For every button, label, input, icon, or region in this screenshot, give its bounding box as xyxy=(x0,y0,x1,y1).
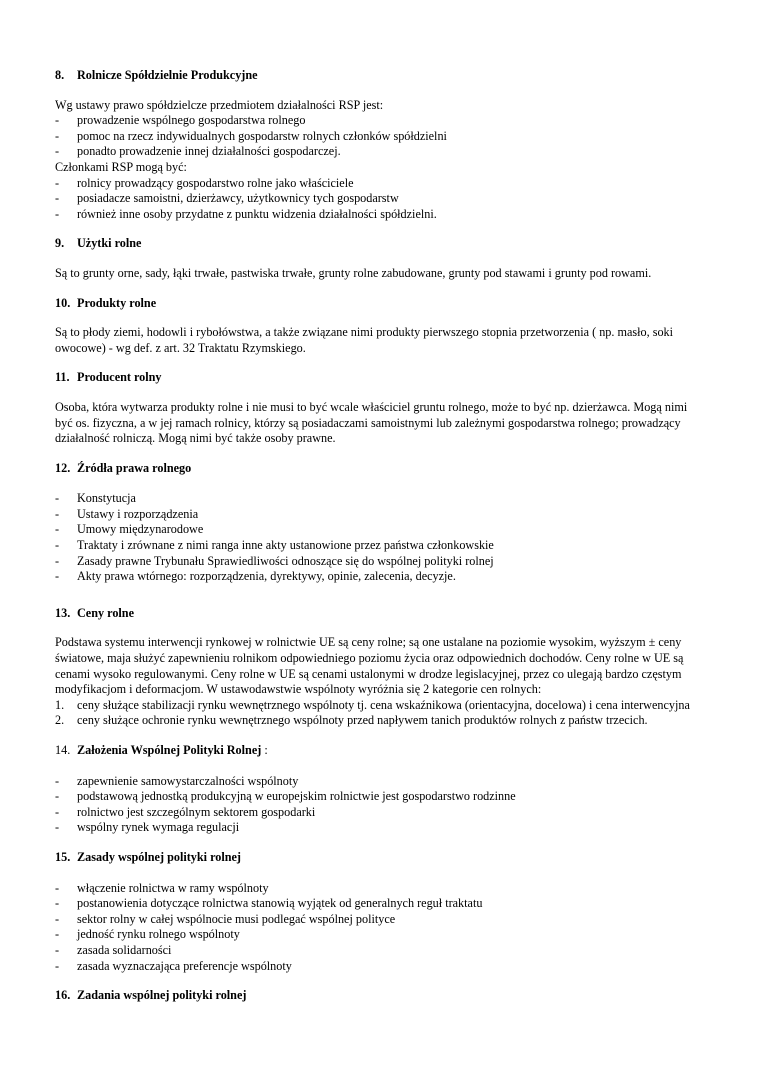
list-item xyxy=(55,507,700,523)
list-item-text: jedność rynku rolnego wspólnoty xyxy=(77,927,240,942)
list-item xyxy=(55,569,700,585)
paragraph: Osoba, która wytwarza produkty rolne i nie musi to być wcale właściciel gruntu rolnego, może to być np. dzierżawca. Mogą nimi być os. fizyczna, a w jej ramach rolnicy, którzy są posiadaczami samoistnymi lub zależnymi gospodarstwa rolnego; prowadzący działalność rolniczą. Mogą nimi być także osoby prawne. xyxy=(55,399,688,446)
paragraph: Podstawa systemu interwencji rynkowej w rolnictwie UE są ceny rolne; są one ustalane na poziomie wysokim, wyższym ± ceny światowe, maja służyć zapewnieniu rolnikom odpowiedniego poziomu życia oraz odpowiednich dochodów. Ceny rolne w UE są cenami wysoko regulowanymi. Ceny rolne w UE są cenami ustalonymi w drodze legislacyjnej, przez co ulegają bardzo częstym modyfikacjom i deformacjom. W ustawodawstwie wspólnoty wyróżnia się 2 kategorie cen rolnych: xyxy=(55,635,684,697)
section-14 xyxy=(55,743,700,836)
section-number: 15. xyxy=(55,849,71,864)
list-item xyxy=(55,959,700,975)
section-title: Źródła prawa rolnego xyxy=(77,460,192,475)
list-item xyxy=(55,713,700,729)
list-item-text: zasada wyznaczająca preferencje wspólnoty xyxy=(77,958,292,973)
bullet-marker: - xyxy=(55,144,60,159)
section-title: Zasady wspólnej polityki rolnej xyxy=(77,849,241,864)
list-item xyxy=(55,789,700,805)
list-item-text: zapewnienie samowystarczalności wspólnoty xyxy=(77,773,299,788)
bullet-marker: - xyxy=(55,175,60,190)
list-item-text: prowadzenie wspólnego gospodarstwa rolnego xyxy=(77,113,306,128)
bullet-marker: - xyxy=(55,789,60,804)
list-item-text: włączenie rolnictwa w ramy wspólnoty xyxy=(77,880,269,895)
list-item-text: posiadacze samoistni, dzierżawcy, użytkownicy tych gospodarstw xyxy=(77,191,399,206)
document-body xyxy=(55,68,700,1004)
list-item-text: rolnictwo jest szczególnym sektorem gospodarki xyxy=(77,804,316,819)
list-item xyxy=(55,774,700,790)
section-title: Producent rolny xyxy=(77,370,162,385)
bullet-marker: - xyxy=(55,191,60,206)
paragraph: Są to płody ziemi, hodowli i rybołówstwa, a także związane nimi produkty pierwszego stopnia przetworzenia ( np. masło, soki owocowe) - wg def. z art. 32 Traktatu Rzymskiego. xyxy=(55,325,674,355)
list-item-text: Akty prawa wtórnego: rozporządzenia, dyrektywy, opinie, zalecenia, decyzje. xyxy=(77,569,456,584)
section-heading xyxy=(55,606,700,622)
bullet-marker: - xyxy=(55,522,60,537)
section-title: Produkty rolne xyxy=(77,295,157,310)
bullet-marker: - xyxy=(55,569,60,584)
section-8 xyxy=(55,68,700,222)
section-11 xyxy=(55,370,700,446)
bullet-list xyxy=(55,881,700,975)
list-item xyxy=(55,554,700,570)
list-item xyxy=(55,927,700,943)
bullet-marker: - xyxy=(55,911,60,926)
list-item-text: podstawową jednostką produkcyjną w europejskim rolnictwie jest gospodarstwo rodzinne xyxy=(77,789,516,804)
list-item-text: Zasady prawne Trybunału Sprawiedliwości odnoszące się do wspólnej polityki rolnej xyxy=(77,553,494,568)
list-item-text: Traktaty i zrównane z nimi ranga inne akty ustanowione przez państwa członkowskie xyxy=(77,538,494,553)
bullet-marker: - xyxy=(55,538,60,553)
section-heading xyxy=(55,236,700,252)
list-item-text: postanowienia dotyczące rolnictwa stanowią wyjątek od generalnych reguł traktatu xyxy=(77,896,483,911)
paragraph: Członkami RSP mogą być: xyxy=(55,159,187,174)
bullet-marker: - xyxy=(55,804,60,819)
bullet-list xyxy=(55,491,700,585)
list-number: 2. xyxy=(55,713,65,728)
list-item xyxy=(55,698,700,714)
list-item-text: Konstytucja xyxy=(77,491,136,506)
section-heading xyxy=(55,988,700,1004)
section-title: Założenia Wspólnej Polityki Rolnej xyxy=(77,743,262,757)
section-title-suffix: : xyxy=(261,743,268,757)
bullet-marker: - xyxy=(55,206,60,221)
bullet-marker: - xyxy=(55,773,60,788)
bullet-marker: - xyxy=(55,942,60,957)
bullet-marker: - xyxy=(55,958,60,973)
list-number: 1. xyxy=(55,697,65,712)
bullet-list xyxy=(55,176,700,223)
section-heading xyxy=(55,461,700,477)
list-item-text: rolnicy prowadzący gospodarstwo rolne jako właściciele xyxy=(77,175,354,190)
section-number: 13. xyxy=(55,605,71,620)
bullet-marker: - xyxy=(55,506,60,521)
section-12 xyxy=(55,461,700,585)
section-heading xyxy=(55,68,700,84)
paragraph: Wg ustawy prawo spółdzielcze przedmiotem działalności RSP jest: xyxy=(55,97,384,112)
section-heading xyxy=(55,850,700,866)
section-number: 14. xyxy=(55,743,71,757)
section-title: Ceny rolne xyxy=(77,605,134,620)
list-item-text: sektor rolny w całej wspólnocie musi podlegać wspólnej polityce xyxy=(77,911,396,926)
section-title: Zadania wspólnej polityki rolnej xyxy=(77,988,247,1003)
list-item-text: wspólny rynek wymaga regulacji xyxy=(77,820,240,835)
list-item xyxy=(55,207,700,223)
section-15 xyxy=(55,850,700,974)
bullet-marker: - xyxy=(55,113,60,128)
bullet-marker: - xyxy=(55,820,60,835)
section-heading xyxy=(55,743,700,759)
list-item xyxy=(55,191,700,207)
list-item xyxy=(55,805,700,821)
bullet-list xyxy=(55,113,700,160)
section-10 xyxy=(55,296,700,357)
list-item-text: ponadto prowadzenie innej działalności gospodarczej. xyxy=(77,144,341,159)
section-title: Rolnicze Spółdzielnie Produkcyjne xyxy=(77,68,258,82)
list-item-text: ceny służące stabilizacji rynku wewnętrznego wspólnoty tj. cena wskaźnikowa (orientacyjna, docelowa) i cena interwencyjna xyxy=(77,697,690,712)
bullet-marker: - xyxy=(55,927,60,942)
section-heading xyxy=(55,296,700,312)
list-item-text: ceny służące ochronie rynku wewnętrznego wspólnoty przed napływem tanich produktów rolnych z państw trzecich. xyxy=(77,713,648,728)
list-item xyxy=(55,538,700,554)
section-number: 11. xyxy=(55,370,70,385)
section-16 xyxy=(55,988,700,1004)
list-item xyxy=(55,943,700,959)
section-number: 16. xyxy=(55,988,71,1003)
list-item-text: zasada solidarności xyxy=(77,942,172,957)
bullet-marker: - xyxy=(55,896,60,911)
section-number: 10. xyxy=(55,295,71,310)
list-item xyxy=(55,896,700,912)
list-item-text: Ustawy i rozporządzenia xyxy=(77,506,199,521)
paragraph: Są to grunty orne, sady, łąki trwałe, pastwiska trwałe, grunty rolne zabudowane, grunty pod stawami i grunty pod rowami. xyxy=(55,265,652,280)
list-item xyxy=(55,113,700,129)
bullet-list xyxy=(55,774,700,836)
list-item xyxy=(55,129,700,145)
bullet-marker: - xyxy=(55,880,60,895)
list-item xyxy=(55,522,700,538)
list-item-text: również inne osoby przydatne z punktu widzenia działalności spółdzielni. xyxy=(77,206,437,221)
section-9 xyxy=(55,236,700,281)
list-item xyxy=(55,491,700,507)
section-title: Użytki rolne xyxy=(77,236,142,251)
list-item-text: pomoc na rzecz indywidualnych gospodarstw rolnych członków spółdzielni xyxy=(77,128,447,143)
list-item xyxy=(55,881,700,897)
list-item xyxy=(55,912,700,928)
section-number: 9. xyxy=(55,236,65,251)
section-heading xyxy=(55,370,700,386)
list-item xyxy=(55,144,700,160)
section-number: 8. xyxy=(55,68,65,82)
numbered-list xyxy=(55,698,700,729)
bullet-marker: - xyxy=(55,128,60,143)
list-item xyxy=(55,176,700,192)
list-item-text: Umowy międzynarodowe xyxy=(77,522,204,537)
section-number: 12. xyxy=(55,460,71,475)
bullet-marker: - xyxy=(55,491,60,506)
list-item xyxy=(55,820,700,836)
section-13 xyxy=(55,606,700,729)
bullet-marker: - xyxy=(55,553,60,568)
